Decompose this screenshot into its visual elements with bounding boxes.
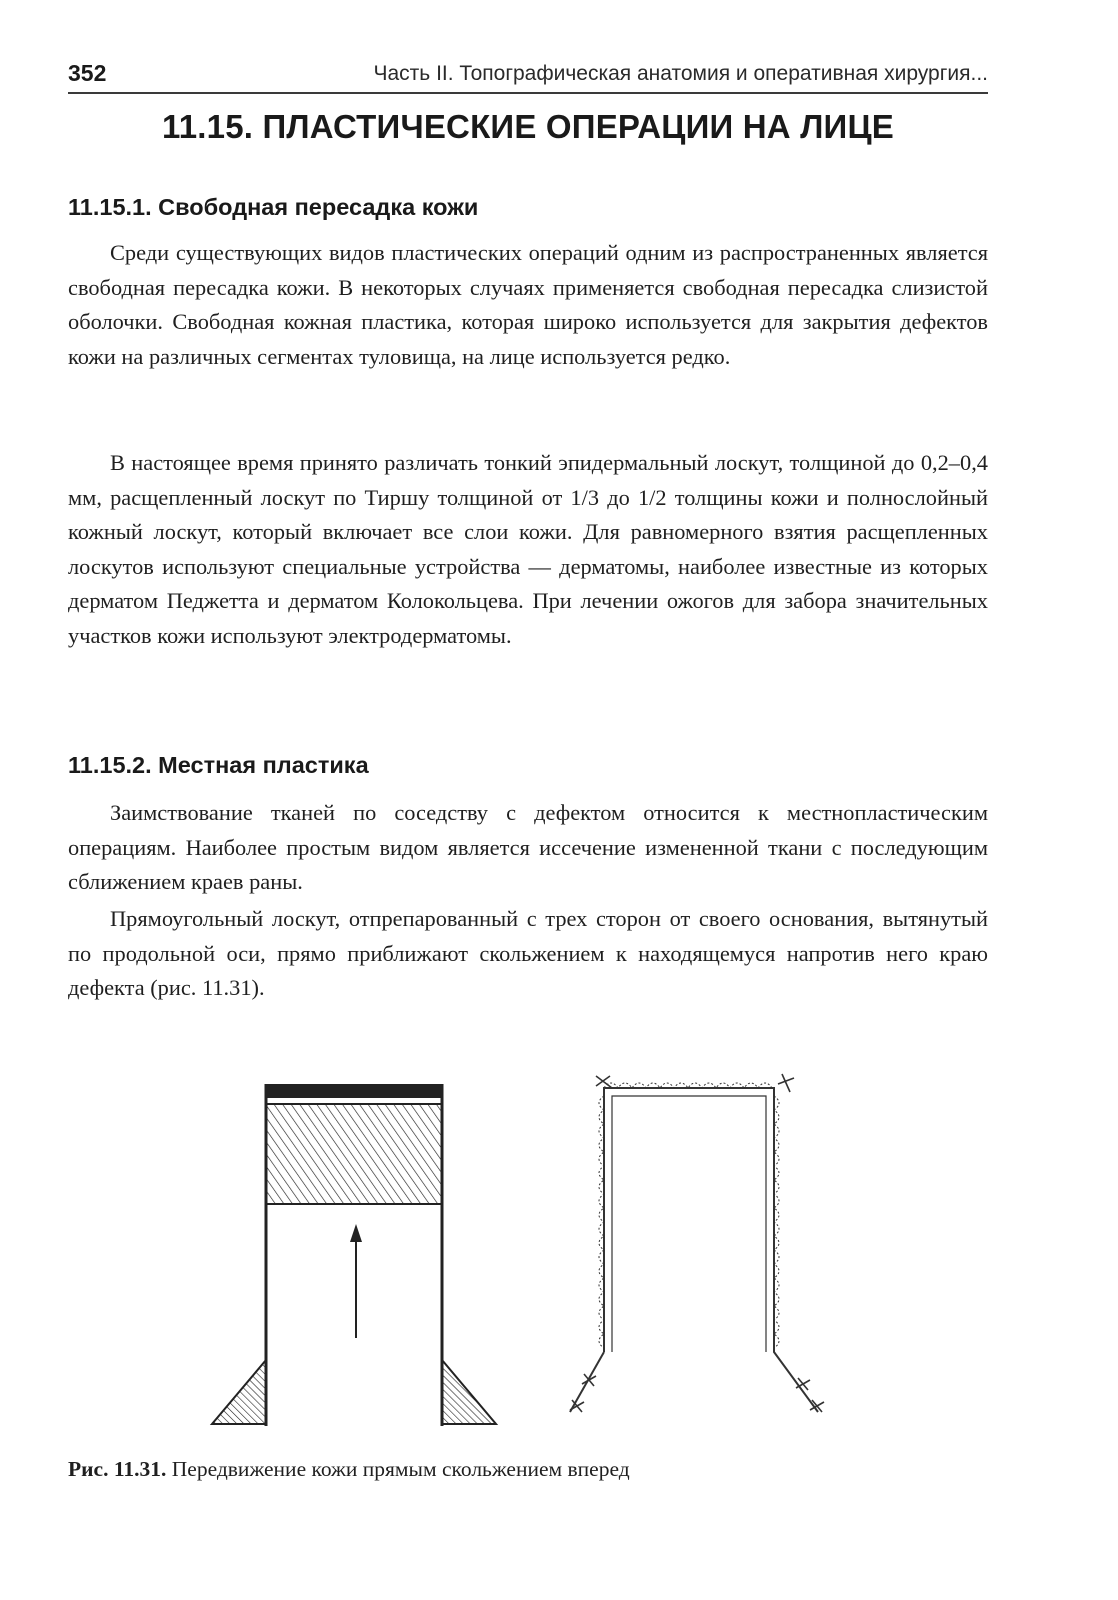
sutured-flap-outline-outer <box>604 1088 818 1412</box>
burow-triangle-left <box>212 1360 266 1424</box>
paragraph-free-graft-1: Среди существующих видов пластических операций одним из распространенных является свободная пересадка кожи. В некоторых случаях применяется свободная пересадка слизистой оболочки. Свободная кожная пластика, которая широко используется для закрытия дефектов кожи на различных сегментах туловища, на лице используется редко. <box>68 240 988 369</box>
running-title: Часть II. Топографическая анатомия и оперативная хирургия... <box>373 62 988 85</box>
figure-caption <box>68 1457 630 1482</box>
flap-before-drawing <box>212 1084 496 1426</box>
flap-advancement-illustration <box>200 1048 860 1438</box>
advancement-arrow-icon <box>350 1224 362 1242</box>
paragraph-free-graft-2: В настоящее время принято различать тонкий эпидермальный лоскут, толщиной до 0,2–0,4 мм, расщепленный лоскут по Тиршу толщиной от 1/3 до 1/2 толщины кожи и полнослойный кожный лоскут, который включает все слои кожи. Для равномерного взятия расщепленных лоскутов используют специальные устройства — дерматомы, наиболее известные из которых дерматом Педжетта и дерматом Колокольцева. При лечении ожогов для забора значительных участков кожи используют электродерматомы. <box>68 450 988 648</box>
figure-caption-text: Передвижение кожи прямым скольжением вперед <box>171 1457 630 1481</box>
section-heading-local-plasty: 11.15.2. Местная пластика <box>68 752 369 778</box>
page-number: 352 <box>68 60 107 86</box>
flap-after-drawing <box>570 1074 824 1412</box>
section-heading-free-graft: 11.15.1. Свободная пересадка кожи <box>68 194 479 220</box>
figure-caption-label: Рис. 11.31. <box>68 1457 167 1481</box>
sutured-flap-outline-inner <box>612 1096 766 1352</box>
running-head <box>68 58 988 94</box>
chapter-title: 11.15. ПЛАСТИЧЕСКИЕ ОПЕРАЦИИ НА ЛИЦЕ <box>161 108 894 145</box>
suture-knots <box>570 1074 824 1412</box>
burow-triangle-right <box>442 1360 496 1424</box>
figure-11-31 <box>200 1048 860 1438</box>
defect-top-edge <box>266 1084 442 1098</box>
paragraph-local-plasty-2: Прямоугольный лоскут, отпрепарованный с трех сторон от своего основания, вытянутый по продольной оси, прямо приближают скольжением к находящемуся напротив него краю дефекта (рис. 11.31). <box>68 906 988 1000</box>
hatched-defect-area <box>266 1104 442 1204</box>
paragraph-local-plasty-1: Заимствование тканей по соседству с дефектом относится к местнопластическим операциям. Наиболее простым видом является иссечение измененной ткани с последующим сближением краев раны. <box>68 800 988 894</box>
